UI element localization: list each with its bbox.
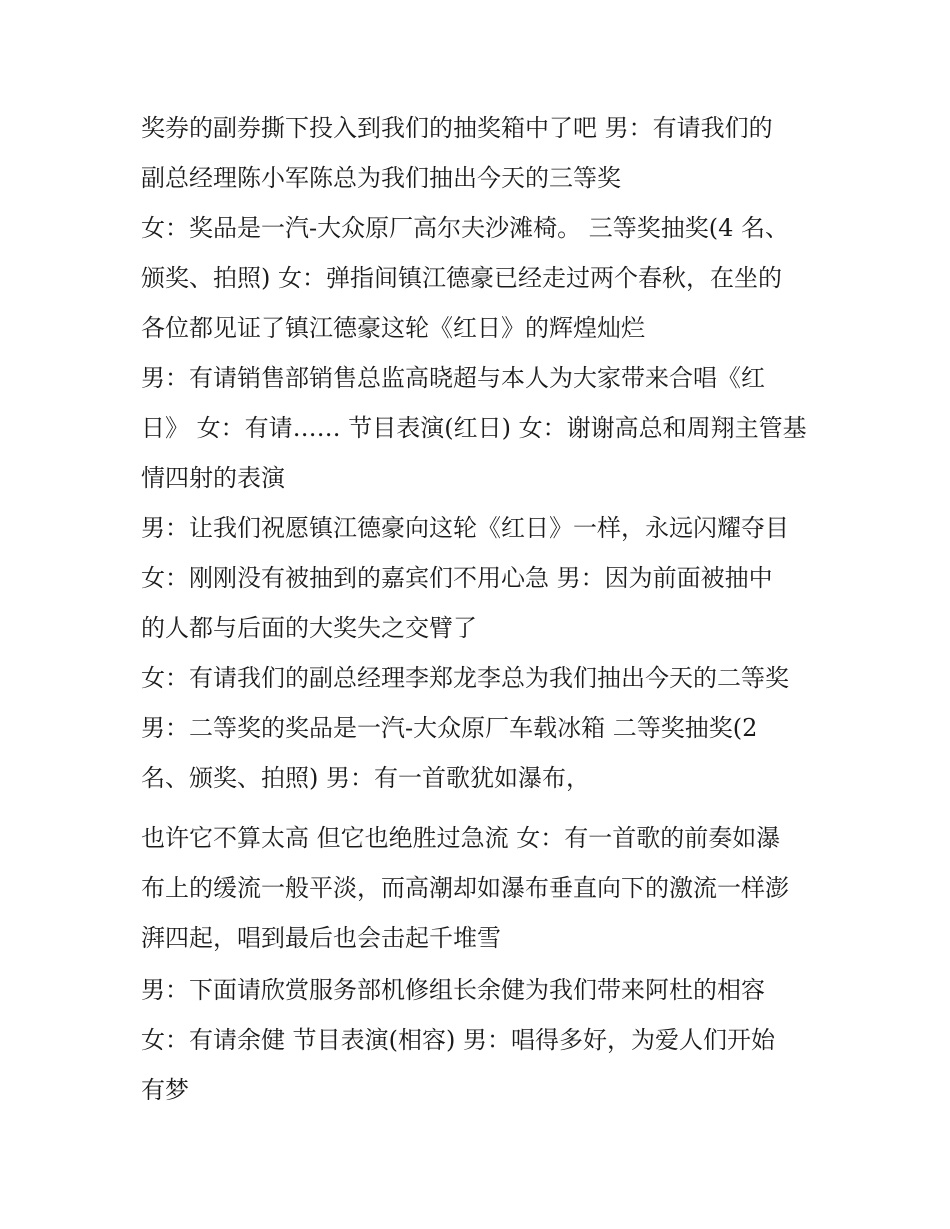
text-line-13: 男：二等奖的奖品是一汽-大众原厂车载冰箱 二等奖抽奖(2 — [141, 714, 758, 742]
text-line-17: 湃四起，唱到最后也会击起千堆雪 — [141, 924, 501, 952]
text-line-7: 日》 女：有请…… 节目表演(红日) 女：谢谢高总和周翔主管基 — [141, 414, 807, 442]
text-line-8: 情四射的表演 — [141, 464, 285, 492]
text-line-4: 颁奖、拍照) 女：弹指间镇江德豪已经走过两个春秋，在坐的 — [141, 264, 782, 292]
text-line-9: 男：让我们祝愿镇江德豪向这轮《红日》一样，永远闪耀夺目 — [141, 514, 789, 542]
text-line-20: 有梦 — [141, 1076, 189, 1104]
text-line-15: 也许它不算太高 但它也绝胜过急流 女：有一首歌的前奏如瀑 — [141, 824, 781, 852]
text-line-6: 男：有请销售部销售总监高晓超与本人为大家带来合唱《红 — [141, 364, 765, 392]
text-line-12: 女：有请我们的副总经理李郑龙李总为我们抽出今天的二等奖 — [141, 664, 789, 692]
text-line-18: 男：下面请欣赏服务部机修组长余健为我们带来阿杜的相容 — [141, 976, 765, 1004]
text-line-14: 名、颁奖、拍照) 男：有一首歌犹如瀑布， — [141, 764, 590, 792]
text-line-3: 女：奖品是一汽-大众原厂高尔夫沙滩椅。 三等奖抽奖(4 名、 — [141, 214, 789, 242]
text-line-10: 女：刚刚没有被抽到的嘉宾们不用心急 男：因为前面被抽中 — [141, 564, 773, 592]
text-line-5: 各位都见证了镇江德豪这轮《红日》的辉煌灿烂 — [141, 314, 645, 342]
text-line-11: 的人都与后面的大奖失之交臂了 — [141, 614, 477, 642]
text-line-16: 布上的缓流一般平淡，而高潮却如瀑布垂直向下的激流一样澎 — [141, 874, 789, 902]
text-line-1: 奖券的副券撕下投入到我们的抽奖箱中了吧 男：有请我们的 — [141, 114, 773, 142]
text-line-2: 副总经理陈小军陈总为我们抽出今天的三等奖 — [141, 164, 621, 192]
text-line-19: 女：有请余健 节目表演(相容) 男：唱得多好，为爱人们开始 — [141, 1026, 775, 1054]
